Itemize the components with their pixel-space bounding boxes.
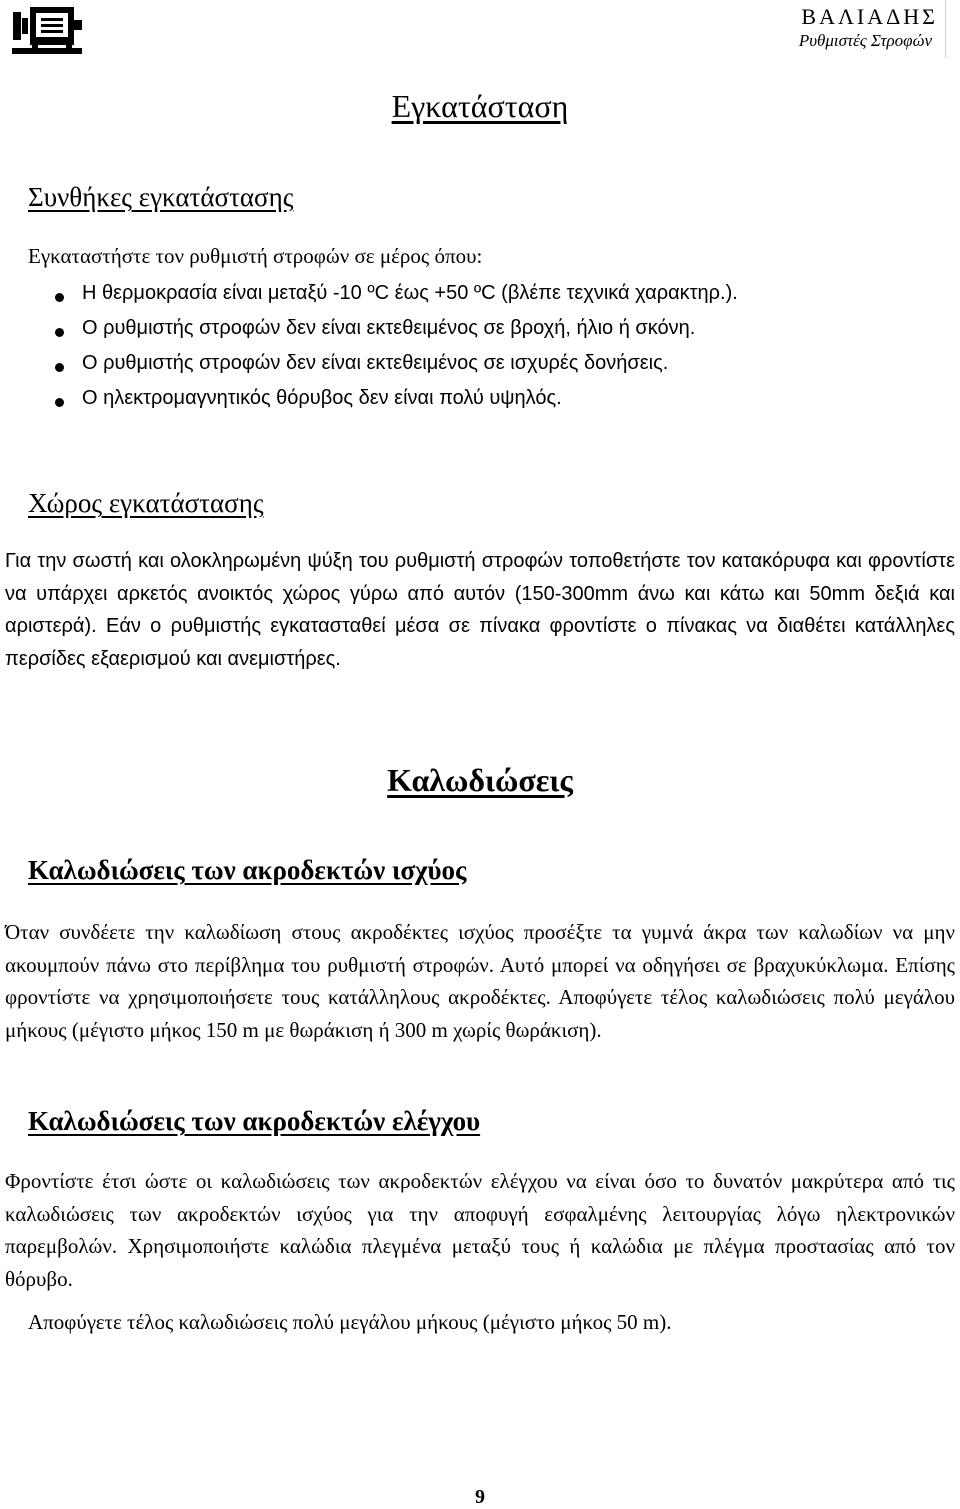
bullet-icon — [55, 293, 64, 302]
heading-power-wiring: Καλωδιώσεις των ακροδεκτών ισχύος — [28, 855, 467, 885]
list-item-text: Η θερμοκρασία είναι μεταξύ -10 ºC έως +50 ºC (βλέπε τεχνικά χαρακτηρ.). — [82, 282, 738, 304]
list-item-text: Ο ρυθμιστής στροφών δεν είναι εκτεθειμένος σε ισχυρές δονήσεις. — [82, 352, 669, 374]
list-item-text: Ο ηλεκτρομαγνητικός θόρυβος δεν είναι πολύ υψηλός. — [82, 387, 562, 409]
bullet-icon — [55, 398, 64, 407]
control-paragraph: Φροντίστε έτσι ώστε οι καλωδιώσεις των ακροδεκτών ελέγχου να είναι όσο το δυνατόν μακρύτερα από τις καλωδιώσεις των ακροδεκτών ισχύος για την αποφυγή εσφαλμένης λειτουργίας λόγω ηλεκτρονικών παρεμβολών. Χρησιμοποιήστε καλώδια πλεγμένα μεταξύ τους ή καλώδια με πλέγμα προστασίας από τον θόρυβο. — [5, 1169, 955, 1291]
control-note: Αποφύγετε τέλος καλωδιώσεις πολύ μεγάλου μήκους (μέγιστο μήκος 50 m). — [28, 1310, 672, 1334]
section-title-installation: Εγκατάσταση — [391, 88, 569, 124]
list-item — [0, 352, 738, 387]
list-item — [0, 387, 738, 422]
heading-installation-space: Χώρος εγκατάστασης — [28, 488, 264, 518]
list-item — [0, 282, 738, 317]
list-item — [0, 317, 738, 352]
space-paragraph: Για την σωστή και ολοκληρωμένη ψύξη του ρυθμιστή στροφών τοποθετήστε τον κατακόρυφα και φροντίστε να υπάρχει αρκετός ανοικτός χώρος γύρω από αυτόν (150-300mm άνω και κάτω και 50mm δεξιά και αριστερά). Εάν ο ρυθμιστής εγκατασταθεί μέσα σε πίνακα φροντίστε ο πίνακας να διαθέτει κατάλληλες περσίδες εξαερισμού και ανεμιστήρες. — [5, 550, 955, 670]
conditions-intro: Εγκαταστήστε τον ρυθμιστή στροφών σε μέρος όπου: — [28, 244, 483, 268]
power-paragraph: Όταν συνδέετε την καλωδίωση στους ακροδέκτες ισχύος προσέξτε τα γυμνά άκρα των καλωδίων να μην ακουμπούν πάνω στο περίβλημα του ρυθμιστή στροφών. Αυτό μπορεί να οδηγήσει σε βραχυκύκλωμα. Επίσης φροντίστε να χρησιμοποιήσετε τους κατάλληλους ακροδέκτες. Αποφύγετε τέλος καλωδιώσεις πολύ μεγάλου μήκους (μέγιστο μήκος 150 m με θωράκιση ή 300 m χωρίς θωράκιση). — [5, 920, 955, 1042]
brand-subtitle: Ρυθμιστές Στροφών — [798, 31, 932, 50]
header-divider — [945, 0, 946, 58]
bullet-icon — [55, 328, 64, 337]
conditions-list — [0, 282, 738, 422]
motor-logo-icon — [10, 4, 84, 56]
heading-installation-conditions: Συνθήκες εγκατάστασης — [28, 182, 294, 212]
page-number: 9 — [475, 1486, 485, 1508]
section-title-wiring: Καλωδιώσεις — [387, 762, 573, 798]
brand-name: ΒΑΛΙΑΔΗΣ — [801, 4, 938, 29]
heading-control-wiring: Καλωδιώσεις των ακροδεκτών ελέγχου — [28, 1106, 481, 1136]
bullet-icon — [55, 363, 64, 372]
list-item-text: Ο ρυθμιστής στροφών δεν είναι εκτεθειμένος σε βροχή, ήλιο ή σκόνη. — [82, 317, 696, 339]
